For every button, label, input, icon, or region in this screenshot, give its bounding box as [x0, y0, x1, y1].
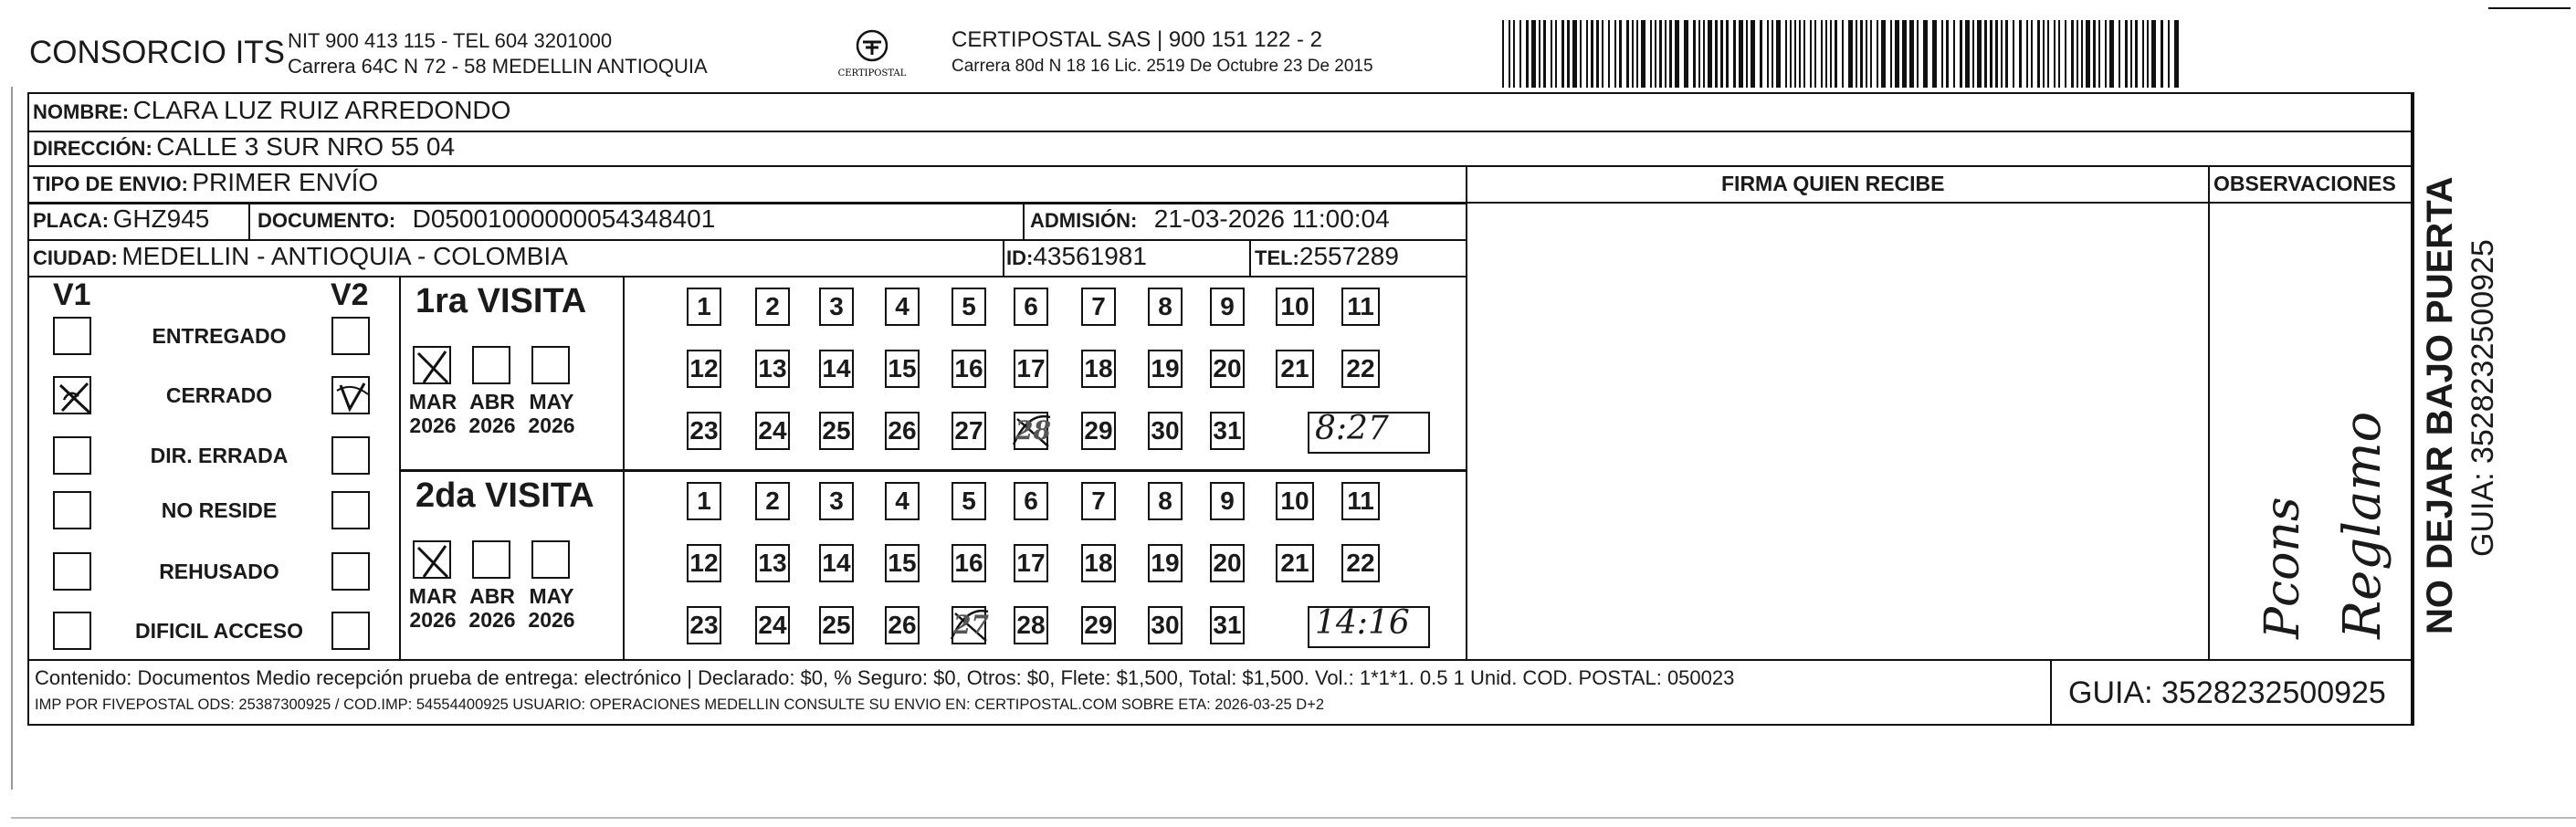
barcode-bar: [1977, 20, 1982, 88]
observaciones-handwriting-1: Pcons: [2255, 497, 2310, 639]
guia-vertical: GUIA: 3528232500925: [2466, 239, 2500, 557]
barcode-bar: [2019, 20, 2022, 88]
barcode-bar: [1602, 20, 1603, 88]
field-tipo: [33, 168, 378, 197]
visit-title: 1ra VISITA: [415, 282, 587, 320]
nombre-value: CLARA LUZ RUIZ ARREDONDO: [132, 96, 511, 124]
day-box[interactable]: 15: [885, 544, 920, 582]
barcode-bar: [1835, 20, 1837, 88]
barcode-bar: [1659, 20, 1662, 88]
barcode-bar: [1572, 20, 1577, 88]
barcode-bar: [1866, 20, 1867, 88]
barcode-bar: [1772, 20, 1773, 88]
row-line: [27, 659, 2414, 661]
day-box[interactable]: 26: [885, 606, 920, 644]
corner-mark: [2488, 7, 2571, 9]
observaciones-header: OBSERVACIONES: [2213, 172, 2396, 195]
field-direccion: [33, 132, 455, 162]
day-box[interactable]: 22: [1341, 350, 1380, 388]
barcode-bar: [2037, 20, 2040, 88]
nombre-label: NOMBRE:: [33, 100, 130, 123]
day-box[interactable]: 29: [1081, 412, 1116, 450]
footer-guia: GUIA: 3528232500925: [2068, 675, 2386, 710]
ciudad-value: MEDELLIN - ANTIOQUIA - COLOMBIA: [121, 242, 568, 270]
barcode-bar: [1703, 20, 1705, 88]
documento-value: D05001000000054348401: [412, 204, 716, 233]
col-line: [248, 202, 250, 239]
barcode-bar: [1684, 20, 1688, 88]
col-line: [623, 276, 625, 659]
barcode-bar: [1650, 20, 1652, 88]
day-box[interactable]: 7: [1081, 288, 1116, 326]
barcode-bar: [1909, 20, 1914, 88]
barcode-bar: [1821, 20, 1823, 88]
day-box[interactable]: 27: [952, 606, 986, 644]
status-label: REHUSADO: [159, 560, 279, 583]
barcode-bar: [2043, 20, 2045, 88]
day-box[interactable]: 18: [1081, 350, 1116, 388]
barcode-bar: [1632, 20, 1634, 88]
barcode-bar: [1881, 20, 1886, 88]
barcode-bar: [1708, 20, 1712, 88]
month-label: ABR 2026: [468, 390, 516, 437]
day-box[interactable]: 2: [755, 482, 790, 520]
barcode-bar: [2105, 20, 2107, 88]
barcode-bar: [1902, 20, 1907, 88]
barcode-bar: [2086, 20, 2090, 88]
day-box[interactable]: 14: [819, 544, 854, 582]
barcode-bar: [1675, 20, 1679, 88]
month-checkbox[interactable]: [531, 346, 570, 384]
barcode-bar: [2013, 20, 2014, 88]
field-tel: [1255, 242, 1399, 271]
barcode-bar: [2125, 20, 2128, 88]
day-box[interactable]: 12: [687, 350, 721, 388]
day-box[interactable]: 3: [819, 482, 854, 520]
barcode-bar: [1614, 20, 1616, 88]
barcode-bar: [2081, 20, 2083, 88]
day-box[interactable]: 20: [1210, 350, 1245, 388]
barcode-bar: [1814, 20, 1816, 88]
v1-checkbox[interactable]: [53, 436, 91, 475]
barcode-bar: [1830, 20, 1832, 88]
col-line: [399, 276, 401, 659]
placa-label: PLACA:: [33, 209, 110, 232]
barcode-bar: [1567, 20, 1570, 88]
month-label: MAY 2026: [528, 584, 575, 632]
day-box[interactable]: 17: [1014, 350, 1048, 388]
day-box[interactable]: 24: [755, 606, 790, 644]
barcode-bar: [1608, 20, 1610, 88]
day-box[interactable]: 30: [1148, 606, 1183, 644]
day-box[interactable]: 13: [755, 544, 790, 582]
carrier-name: CERTIPOSTAL SAS | 900 151 122 - 2: [952, 27, 1322, 52]
barcode-bar: [1856, 20, 1857, 88]
barcode-bar: [1995, 20, 1998, 88]
barcode-bar: [2001, 20, 2003, 88]
barcode-bar: [1502, 20, 1504, 88]
barcode-bar: [2161, 20, 2163, 88]
day-box[interactable]: 28: [1014, 412, 1048, 450]
col-line: [2411, 92, 2413, 726]
barcode-bar: [1825, 20, 1827, 88]
col-line: [2050, 659, 2052, 726]
barcode-bar: [1619, 20, 1622, 88]
barcode-bar: [1785, 20, 1787, 88]
row-line: [2208, 202, 2414, 204]
barcode-bar: [1596, 20, 1599, 88]
barcode-bar: [2147, 20, 2149, 88]
barcode-bar: [2026, 20, 2028, 88]
field-placa: [33, 204, 209, 234]
footer-contenido: Contenido: Documentos Medio recepción prueba de entrega: electrónico | Declarado: $0, % Seguro: $0, Otros: $0, Flete: $1,500, Total: $1,500. Vol.: 1*1*1. 0.5 1 Unid. COD. POSTAL: 050023: [35, 666, 1735, 689]
admision-label: ADMISIÓN:: [1030, 209, 1138, 232]
barcode-bar: [1990, 20, 1992, 88]
barcode: [1502, 20, 2182, 88]
barcode-bar: [1877, 20, 1878, 88]
status-label: ENTREGADO: [152, 324, 287, 348]
barcode-bar: [1776, 20, 1781, 88]
barcode-bar: [1760, 20, 1762, 88]
barcode-bar: [1641, 20, 1645, 88]
barcode-bar: [1655, 20, 1656, 88]
firma-header: FIRMA QUIEN RECIBE: [1721, 172, 1945, 195]
barcode-bar: [1932, 20, 1937, 88]
barcode-bar: [2005, 20, 2008, 88]
day-box[interactable]: 19: [1148, 350, 1183, 388]
day-box[interactable]: 1: [687, 288, 721, 326]
v2-header: V2: [331, 277, 369, 312]
v1-checkbox[interactable]: [53, 317, 91, 355]
company-address: Carrera 64C N 72 - 58 MEDELLIN ANTIOQUIA: [288, 55, 708, 78]
day-box[interactable]: 14: [819, 350, 854, 388]
v2-checkbox[interactable]: [331, 436, 370, 475]
ciudad-label: CIUDAD:: [33, 246, 118, 269]
month-checkbox[interactable]: [413, 346, 451, 384]
barcode-bar: [1946, 20, 1949, 88]
day-box[interactable]: 2: [755, 288, 790, 326]
barcode-bar: [2119, 20, 2120, 88]
barcode-bar: [1923, 20, 1928, 88]
month-label: MAY 2026: [528, 390, 575, 437]
status-label: NO RESIDE: [161, 498, 278, 522]
barcode-bar: [1941, 20, 1943, 88]
documento-label: DOCUMENTO:: [258, 209, 396, 232]
barcode-bar: [1519, 20, 1521, 88]
day-box[interactable]: 6: [1014, 482, 1048, 520]
day-box[interactable]: 23: [687, 412, 721, 450]
row-line: [399, 469, 1466, 472]
field-nombre: [33, 96, 510, 125]
barcode-bar: [1561, 20, 1564, 88]
day-box[interactable]: 25: [819, 606, 854, 644]
barcode-bar: [2135, 20, 2138, 88]
barcode-bar: [1794, 20, 1796, 88]
tipo-label: TIPO DE ENVIO:: [33, 173, 188, 195]
barcode-bar: [2142, 20, 2144, 88]
barcode-bar: [1965, 20, 1970, 88]
barcode-bar: [2031, 20, 2033, 88]
barcode-bar: [1636, 20, 1638, 88]
day-box[interactable]: 21: [1276, 350, 1314, 388]
barcode-bar: [2151, 20, 2156, 88]
id-value: 43561981: [1033, 242, 1147, 270]
day-box[interactable]: 20: [1210, 544, 1245, 582]
barcode-bar: [1895, 20, 1899, 88]
barcode-bar: [1890, 20, 1892, 88]
barcode-bar: [1526, 20, 1529, 88]
barcode-bar: [1870, 20, 1872, 88]
barcode-bar: [1715, 20, 1718, 88]
v1-header: V1: [53, 277, 91, 312]
barcode-bar: [1917, 20, 1919, 88]
day-box[interactable]: 7: [1081, 482, 1116, 520]
col-line: [1249, 239, 1251, 276]
row-line: [27, 165, 2414, 167]
day-box[interactable]: 8: [1148, 482, 1183, 520]
day-box[interactable]: 24: [755, 412, 790, 450]
day-box[interactable]: 10: [1276, 288, 1314, 326]
visit-title: 2da VISITA: [415, 476, 594, 515]
day-box[interactable]: 4: [885, 482, 920, 520]
day-box[interactable]: 16: [952, 350, 986, 388]
direccion-value: CALLE 3 SUR NRO 55 04: [156, 132, 456, 161]
day-box[interactable]: 5: [952, 288, 986, 326]
day-box[interactable]: 12: [687, 544, 721, 582]
v2-checkbox[interactable]: [331, 491, 370, 529]
barcode-bar: [2168, 20, 2170, 88]
svg-text:CERTIPOSTAL: CERTIPOSTAL: [837, 68, 907, 79]
day-box[interactable]: 10: [1276, 482, 1314, 520]
field-documento: [258, 204, 715, 234]
barcode-bar: [1972, 20, 1974, 88]
v2-checkbox[interactable]: [331, 376, 370, 414]
day-box[interactable]: 29: [1081, 606, 1116, 644]
day-box[interactable]: 26: [885, 412, 920, 450]
tipo-value: PRIMER ENVÍO: [192, 168, 379, 196]
company-name: CONSORCIO ITS: [29, 35, 286, 70]
barcode-bar: [1842, 20, 1844, 88]
v1-checkbox[interactable]: [53, 376, 91, 414]
barcode-bar: [2098, 20, 2100, 88]
day-box[interactable]: 22: [1341, 544, 1380, 582]
barcode-bar: [1693, 20, 1696, 88]
day-box[interactable]: 5: [952, 482, 986, 520]
barcode-bar: [1739, 20, 1743, 88]
day-box[interactable]: 3: [819, 288, 854, 326]
barcode-bar: [1580, 20, 1582, 88]
v1-checkbox[interactable]: [53, 612, 91, 650]
tel-label: TEL:: [1255, 246, 1299, 269]
col-line: [1466, 165, 1467, 659]
carrier-address: Carrera 80d N 18 16 Lic. 2519 De Octubre 23 De 2015: [952, 57, 1373, 76]
field-ciudad: [33, 242, 568, 271]
tel-value: 2557289: [1299, 242, 1399, 270]
page-bottom-edge: [11, 817, 2576, 819]
day-box[interactable]: 19: [1148, 544, 1183, 582]
month-checkbox[interactable]: [531, 540, 570, 579]
barcode-bar: [2054, 20, 2056, 88]
admision-value: 21-03-2026 11:00:04: [1153, 204, 1390, 233]
barcode-bar: [1555, 20, 1557, 88]
barcode-bar: [2174, 20, 2179, 88]
barcode-bar: [1746, 20, 1748, 88]
time-handwritten: 8:27: [1315, 410, 1389, 447]
day-box[interactable]: 1: [687, 482, 721, 520]
month-label: ABR 2026: [468, 584, 516, 632]
barcode-bar: [2058, 20, 2060, 88]
barcode-bar: [1669, 20, 1672, 88]
day-box[interactable]: 13: [755, 350, 790, 388]
day-box[interactable]: 30: [1148, 412, 1183, 450]
barcode-bar: [1803, 20, 1805, 88]
company-nit: NIT 900 413 115 - TEL 604 3201000: [288, 29, 613, 52]
day-box[interactable]: 6: [1014, 288, 1048, 326]
barcode-bar: [1591, 20, 1593, 88]
id-label: ID:: [1006, 246, 1034, 269]
day-box[interactable]: 18: [1081, 544, 1116, 582]
day-box[interactable]: 21: [1276, 544, 1314, 582]
barcode-bar: [1543, 20, 1546, 88]
barcode-bar: [1733, 20, 1736, 88]
barcode-bar: [1953, 20, 1955, 88]
warning-vertical: NO DEJAR BAJO PUERTA: [2420, 176, 2460, 634]
day-box[interactable]: 11: [1341, 482, 1380, 520]
day-box[interactable]: 15: [885, 350, 920, 388]
barcode-bar: [1790, 20, 1792, 88]
status-label: CERRADO: [165, 383, 273, 407]
barcode-bar: [1860, 20, 1863, 88]
barcode-bar: [1848, 20, 1853, 88]
day-box[interactable]: 4: [885, 288, 920, 326]
observaciones-handwriting-2: Reglamo: [2333, 411, 2392, 639]
status-label: DIR. ERRADA: [150, 444, 289, 467]
barcode-bar: [1531, 20, 1536, 88]
barcode-bar: [2109, 20, 2114, 88]
direccion-label: DIRECCIÓN:: [33, 137, 152, 160]
v2-checkbox[interactable]: [331, 552, 370, 591]
certipostal-logo: [836, 26, 909, 80]
day-box[interactable]: 28: [1014, 606, 1048, 644]
barcode-bar: [1551, 20, 1552, 88]
barcode-bar: [1586, 20, 1588, 88]
barcode-bar: [1960, 20, 1962, 88]
barcode-bar: [1767, 20, 1769, 88]
barcode-bar: [1513, 20, 1515, 88]
field-id: [1006, 242, 1147, 271]
barcode-bar: [2130, 20, 2132, 88]
footer-imp: IMP POR FIVEPOSTAL ODS: 25387300925 / COD.IMP: 54554400925 USUARIO: OPERACIONES MEDELLIN CONSULTE SU ENVIO EN: CERTIPOSTAL.COM SOBRE ETA: 2026-03-25 D+2: [35, 696, 1325, 713]
barcode-bar: [1799, 20, 1801, 88]
field-admision: [1030, 204, 1390, 234]
day-box[interactable]: 9: [1210, 288, 1245, 326]
barcode-bar: [1984, 20, 1987, 88]
day-box[interactable]: 23: [687, 606, 721, 644]
day-box[interactable]: 25: [819, 412, 854, 450]
barcode-bar: [1539, 20, 1540, 88]
col-line: [1003, 239, 1004, 276]
barcode-bar: [1720, 20, 1723, 88]
barcode-bar: [1751, 20, 1755, 88]
month-checkbox[interactable]: [472, 346, 510, 384]
barcode-bar: [2077, 20, 2078, 88]
barcode-bar: [1665, 20, 1667, 88]
row-line: [27, 276, 1466, 277]
barcode-bar: [2071, 20, 2074, 88]
month-label: MAR 2026: [408, 390, 457, 437]
day-box[interactable]: 9: [1210, 482, 1245, 520]
month-label: MAR 2026: [408, 584, 457, 632]
day-box[interactable]: 8: [1148, 288, 1183, 326]
barcode-bar: [2065, 20, 2066, 88]
v1-checkbox[interactable]: [53, 552, 91, 591]
day-box[interactable]: 11: [1341, 288, 1380, 326]
month-checkbox[interactable]: [472, 540, 510, 579]
day-box[interactable]: 31: [1210, 606, 1245, 644]
day-box[interactable]: 17: [1014, 544, 1048, 582]
placa-value: GHZ945: [112, 204, 210, 233]
barcode-bar: [2093, 20, 2096, 88]
day-box[interactable]: 16: [952, 544, 986, 582]
barcode-bar: [1509, 20, 1510, 88]
barcode-bar: [1726, 20, 1729, 88]
time-handwritten: 14:16: [1315, 604, 1410, 642]
col-line: [1023, 202, 1025, 239]
barcode-bar: [1810, 20, 1812, 88]
barcode-bar: [2047, 20, 2049, 88]
status-label: DIFICIL ACCESO: [134, 619, 303, 643]
col-line: [2208, 165, 2210, 659]
day-box[interactable]: 27: [952, 412, 986, 450]
month-checkbox[interactable]: [413, 540, 451, 579]
barcode-bar: [1626, 20, 1629, 88]
day-box[interactable]: 31: [1210, 412, 1245, 450]
v1-checkbox[interactable]: [53, 491, 91, 529]
barcode-bar: [1698, 20, 1700, 88]
v2-checkbox[interactable]: [331, 612, 370, 650]
page-edge: [11, 87, 13, 790]
v2-checkbox[interactable]: [331, 317, 370, 355]
